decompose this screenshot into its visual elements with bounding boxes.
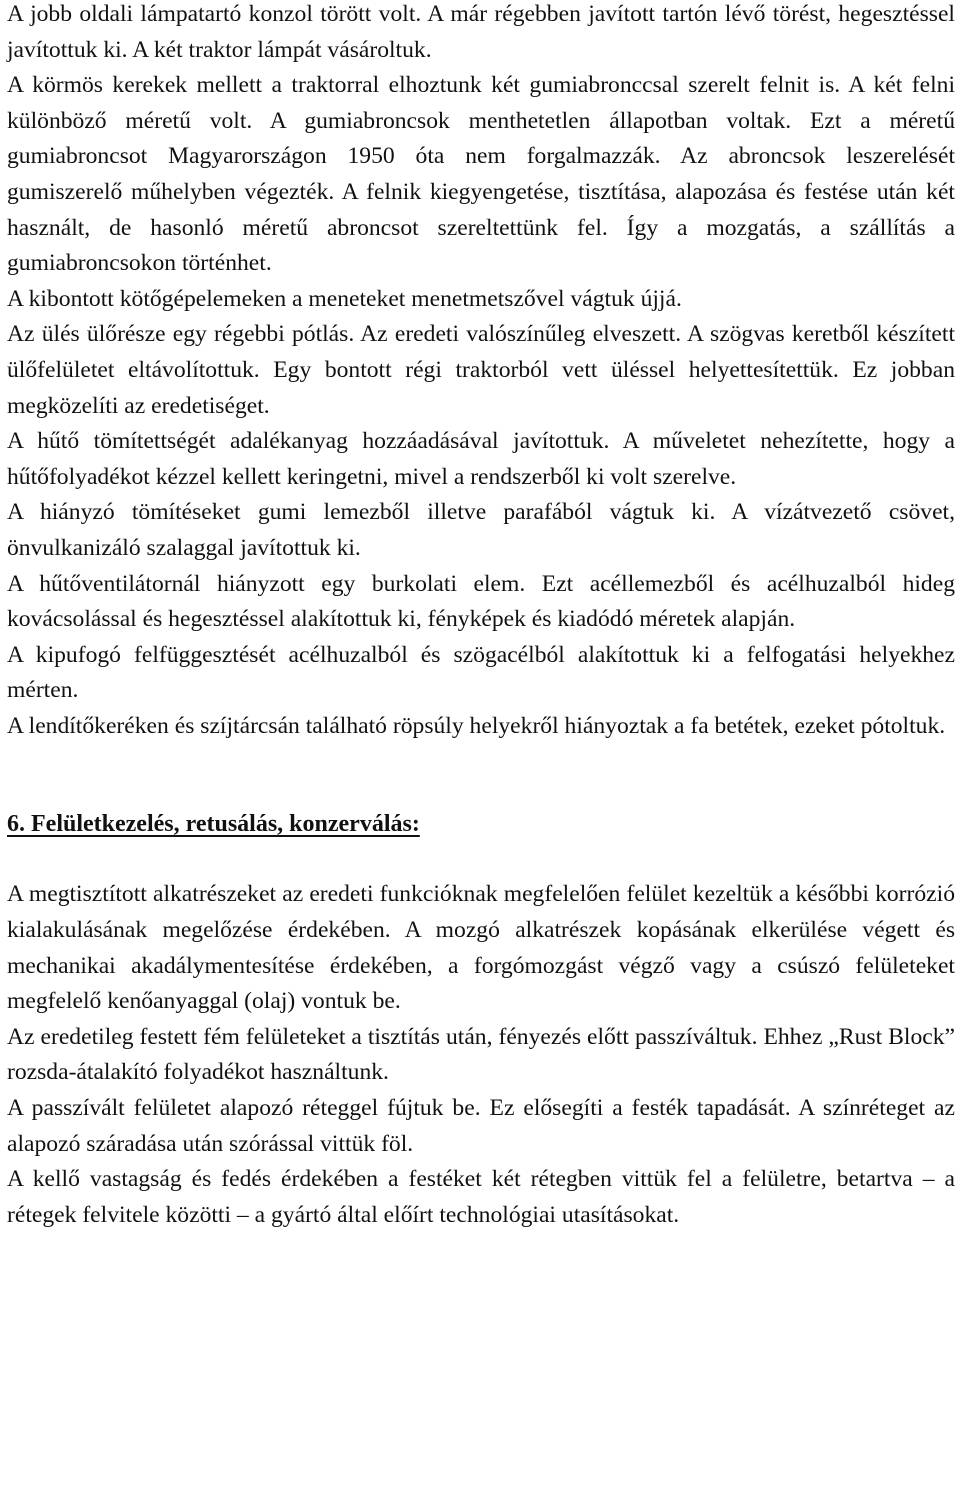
section-surface-treatment: [7, 877, 955, 1233]
paragraph-radiator: A hűtő tömítettségét adalékanyag hozzáadásával javítottuk. A műveletet nehezítette, hogy a hűtőfolyadékot kézzel kellett keringetni, mivel a rendszerből ki volt szerelve.: [7, 428, 955, 490]
paragraph-rims-tires: A körmös kerekek mellett a traktorral elhoztunk két gumiabronccsal szerelt felnit is. A két felni különböző méretű volt. A gumiabroncsok menthetetlen állapotban voltak. Ezt a méretű gumiabroncsot Magyarországon 1950 óta nem forgalmazzák. Az abroncsok leszerelését gumiszerelő műhelyben végezték. A felnik kiegyengetése, tisztítása, alapozása és festése után két használt, de hasonló méretű abroncsot szereltettünk fel. Így a mozgatás, a szállítás a gumiabroncsokon történhet.: [7, 72, 955, 277]
paragraph-primer: A passzívált felületet alapozó réteggel fújtuk be. Ez elősegíti a festék tapadását. A színréteget az alapozó száradása után szórással vittük föl.: [7, 1095, 955, 1157]
paragraph-threads: A kibontott kötőgépelemeken a meneteket menetmetszővel vágtuk újjá.: [7, 285, 682, 312]
paragraph-seat: Az ülés ülőrésze egy régebbi pótlás. Az eredeti valószínűleg elveszett. A szögvas keretből készített ülőfelületet eltávolítottuk. Egy bontott régi traktorból vett üléssel helyettesítettük. Ez jobban megközelíti az eredetiséget.: [7, 321, 955, 419]
paragraph-exhaust: A kipufogó felfüggesztését acélhuzalból és szögacélból alakítottuk ki a felfogatási helyekhez mérten.: [7, 641, 955, 704]
paragraph-lamp-bracket: A jobb oldali lámpatartó konzol törött volt. A már régebben javított tartón lévő törést, hegesztéssel javítottuk ki. A két traktor lámpát vásároltuk.: [7, 1, 955, 63]
paragraph-surface-treatment: A megtisztított alkatrészeket az eredeti funkcióknak megfelelően felület kezeltük a későbbi korrózió kialakulásának megelőzése érdekében. A mozgó alkatrészek kopásának elkerülése végett és mechanikai akadálymentesítése érdekében, a forgómozgást végző vagy a csúszó felületeket megfelelő kenőanyaggal (olaj) vontuk be.: [7, 881, 955, 1015]
paragraph-fan-cover: A hűtőventilátornál hiányzott egy burkolati elem. Ezt acéllemezből és acélhuzalból hideg kovácsolással és hegesztéssel alakítottuk ki, fényképek és kiadódó méretek alapján.: [7, 570, 955, 633]
section-heading: 6. Felületkezelés, retusálás, konzerválás:: [7, 811, 420, 838]
paragraph-paint-layers: A kellő vastagság és fedés érdekében a festéket két rétegben vittük fel a felületre, betartva – a rétegek felvitele közötti – a gyártó által előírt technológiai utasításokat.: [7, 1166, 955, 1228]
paragraph-flywheel: A lendítőkeréken és szíjtárcsán található röpsúly helyekről hiányoztak a fa betétek, ezeket pótoltuk.: [7, 712, 946, 739]
paragraph-passivation: Az eredetileg festett fém felületeket a tisztítás után, fényezés előtt passzíváltuk. Ehhez „Rust Block” rozsda-átalakító folyadékot használtunk.: [7, 1023, 955, 1086]
document-page: [7, 0, 955, 1233]
paragraph-seals: A hiányzó tömítéseket gumi lemezből illetve parafából vágtuk ki. A vízátvezető csövet, önvulkanizáló szalaggal javítottuk ki.: [7, 499, 955, 561]
section-repairs: [7, 0, 955, 744]
